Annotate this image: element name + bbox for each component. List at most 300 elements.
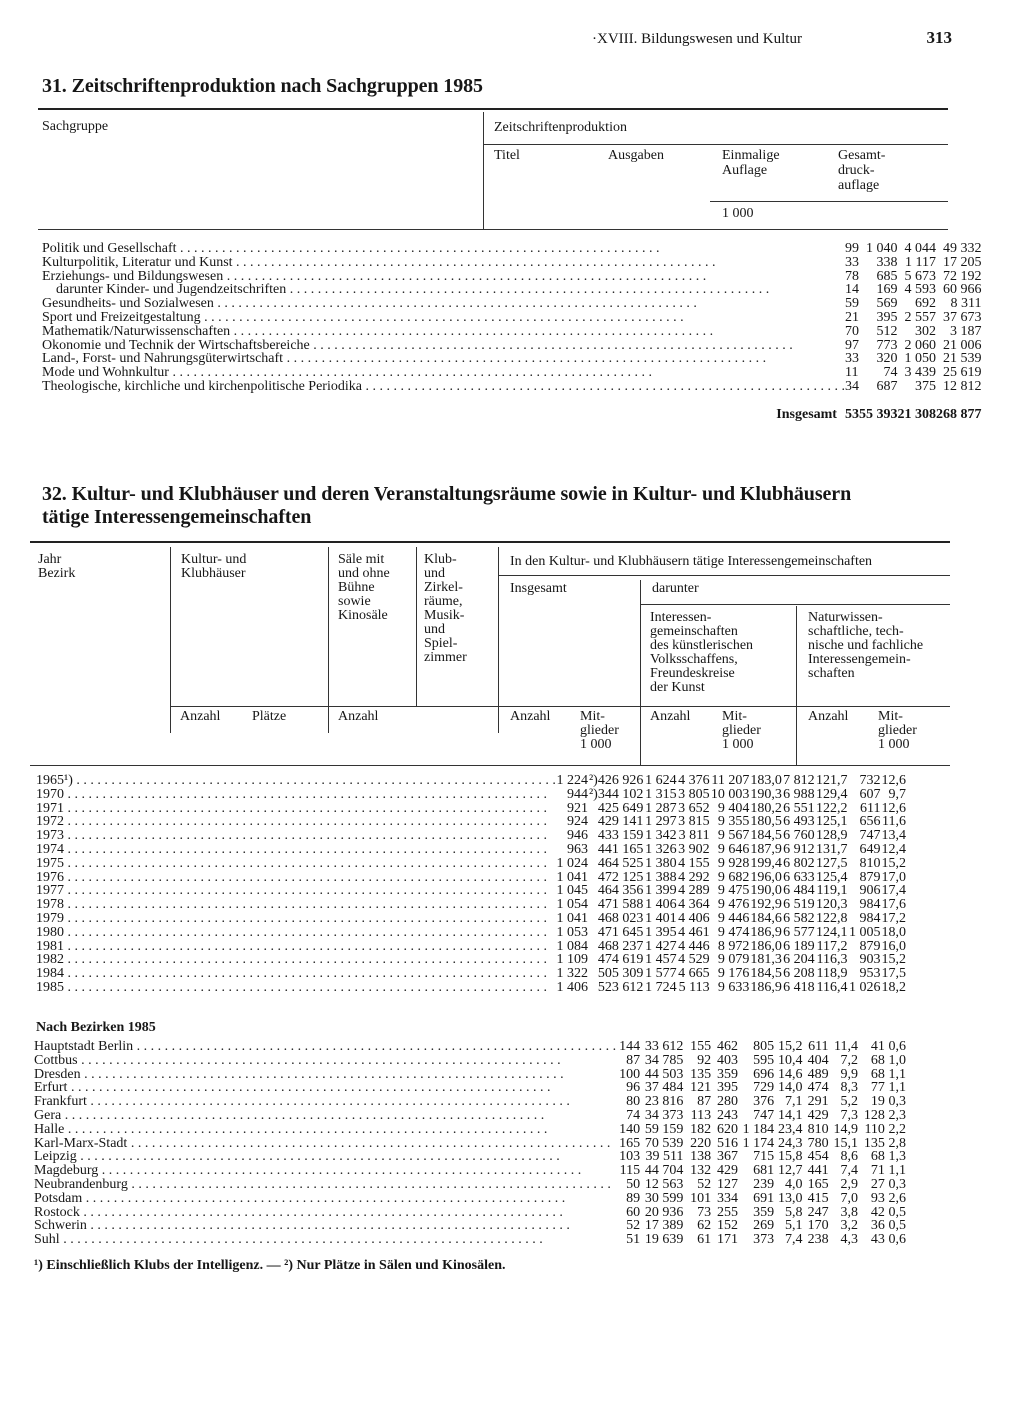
cell-km: 5,2 bbox=[840, 1094, 859, 1110]
cell-km: 121,7 bbox=[816, 773, 848, 788]
row-label-text: Magdeburg bbox=[34, 1164, 99, 1178]
row-label-text: 1980 bbox=[36, 925, 64, 940]
t32-h-mit-n-2: glieder bbox=[878, 723, 917, 738]
table-row bbox=[36, 926, 906, 940]
cell-n: 27 bbox=[870, 1176, 885, 1192]
table-row bbox=[42, 297, 981, 311]
cell-saele: 182 bbox=[690, 1121, 712, 1137]
t32-h-jahr: Jahr bbox=[38, 552, 62, 567]
t32-h-anzahl-saele: Anzahl bbox=[338, 709, 379, 724]
cell-ig: 9 079 bbox=[717, 952, 750, 968]
row-label-text: Cottbus bbox=[34, 1053, 78, 1068]
cell-n: 41 bbox=[870, 1039, 885, 1054]
cell-ig: 9 633 bbox=[717, 979, 750, 995]
row-label-text: 1970 bbox=[36, 787, 64, 802]
leader-dots bbox=[64, 912, 547, 926]
t32-h-natur-1: Naturwissen- bbox=[808, 610, 883, 625]
cell-ausgaben: 685 bbox=[876, 268, 898, 284]
cell-klub: 620 bbox=[716, 1121, 738, 1137]
cell-klub: 4 529 bbox=[678, 952, 710, 968]
cell-gesamt: 8 311 bbox=[950, 296, 982, 312]
cell-igm: 181,3 bbox=[750, 952, 782, 968]
cell-km: 9,9 bbox=[840, 1066, 859, 1082]
row-label bbox=[34, 1206, 616, 1220]
total-titel: 535 bbox=[844, 406, 866, 422]
t32-vline-3 bbox=[416, 547, 417, 707]
t31-unit: 1 000 bbox=[722, 206, 754, 221]
leader-dots bbox=[64, 981, 547, 995]
cell-klub: 243 bbox=[716, 1107, 738, 1123]
cell-ig: 715 bbox=[753, 1149, 775, 1165]
leader-dots bbox=[61, 1109, 544, 1123]
cell-plaetze: 429 141 bbox=[597, 814, 644, 830]
cell-k: 6 577 bbox=[783, 924, 815, 940]
cell-saele: 1 401 bbox=[645, 910, 677, 926]
cell-k: 238 bbox=[807, 1232, 829, 1248]
cell-titel: 21 bbox=[844, 309, 859, 325]
row-label-text: 1977 bbox=[36, 884, 64, 899]
cell-saele: 92 bbox=[697, 1052, 712, 1068]
row-label bbox=[34, 1123, 616, 1137]
cell-km: 122,8 bbox=[816, 910, 848, 926]
cell-ig: 9 475 bbox=[717, 883, 750, 899]
cell-nm: 0,3 bbox=[888, 1176, 906, 1192]
table-row bbox=[42, 366, 981, 380]
table-row bbox=[42, 325, 981, 339]
leader-dots bbox=[87, 1219, 570, 1233]
cell-n: 128 bbox=[863, 1107, 885, 1123]
cell-titel: 99 bbox=[844, 241, 859, 256]
leader-dots bbox=[64, 843, 547, 857]
cell-plaetze: 468 237 bbox=[597, 938, 644, 954]
cell-anzahl: 1 041 bbox=[556, 910, 588, 926]
cell-ig: 805 bbox=[753, 1039, 775, 1054]
row-label-text: Politik und Gesellschaft bbox=[42, 242, 177, 256]
cell-k: 474 bbox=[807, 1080, 829, 1096]
cell-n: 903 bbox=[859, 952, 881, 968]
table-row bbox=[36, 967, 906, 981]
row-label-text: Schwerin bbox=[34, 1219, 87, 1234]
t32-h-klub-3: Zirkel- bbox=[424, 580, 463, 595]
cell-klub: 395 bbox=[716, 1080, 738, 1096]
row-label bbox=[34, 1068, 616, 1082]
t32-h-klub-6: und bbox=[424, 622, 445, 637]
table-row bbox=[36, 912, 906, 926]
cell-klub: 4 292 bbox=[678, 869, 710, 885]
leader-dots bbox=[77, 1150, 560, 1164]
cell-nm: 16,0 bbox=[881, 938, 906, 954]
cell-k: 7 812 bbox=[783, 773, 815, 788]
cell-k: 6 493 bbox=[783, 814, 815, 830]
cell-igm: 180,5 bbox=[750, 814, 782, 830]
t32-h-mit-n-1: Mit- bbox=[878, 709, 903, 724]
cell-nm: 12,4 bbox=[881, 841, 906, 857]
row-label bbox=[42, 242, 845, 256]
cell-km: 2,9 bbox=[840, 1176, 859, 1192]
leader-dots bbox=[64, 926, 547, 940]
table-row bbox=[34, 1068, 906, 1082]
leader-dots bbox=[283, 352, 766, 366]
t32-h-natur-4: Interessengemein- bbox=[808, 652, 911, 667]
cell-klub: 4 406 bbox=[678, 910, 710, 926]
cell-anzahl: 96 bbox=[626, 1080, 641, 1096]
cell-nm: 0,6 bbox=[888, 1232, 906, 1248]
cell-igm: 7,4 bbox=[784, 1232, 803, 1248]
t32-h-anzahl-k: Anzahl bbox=[650, 709, 691, 724]
cell-nm: 17,5 bbox=[881, 966, 906, 982]
cell-k: 291 bbox=[807, 1094, 829, 1110]
cell-n: 649 bbox=[859, 841, 881, 857]
cell-plaetze: 34 373 bbox=[644, 1107, 684, 1123]
cell-saele: 132 bbox=[690, 1163, 712, 1179]
cell-plaetze: 70 539 bbox=[644, 1135, 684, 1151]
cell-k: 170 bbox=[807, 1218, 829, 1234]
cell-km: 3,2 bbox=[840, 1218, 859, 1234]
cell-nm: 18,2 bbox=[881, 979, 906, 995]
t32-h-klub-5: Musik- bbox=[424, 608, 465, 623]
leader-dots bbox=[201, 311, 684, 325]
cell-k: 6 418 bbox=[783, 979, 815, 995]
cell-plaetze: 471 645 bbox=[597, 924, 644, 940]
cell-n: 77 bbox=[870, 1080, 885, 1096]
row-label-text: 1981 bbox=[36, 939, 64, 954]
cell-igm: 5,8 bbox=[784, 1204, 803, 1220]
table-row bbox=[36, 788, 906, 802]
leader-dots bbox=[64, 802, 547, 816]
table-row bbox=[34, 1206, 906, 1220]
cell-nm: 15,2 bbox=[881, 952, 906, 968]
table32-years bbox=[36, 774, 906, 995]
table31-title: 31. Zeitschriftenproduktion nach Sachgruppen 1985 bbox=[42, 75, 483, 97]
row-label-text: Dresden bbox=[34, 1067, 81, 1082]
t32-ig-rule bbox=[498, 575, 950, 576]
cell-nm: 1,1 bbox=[888, 1066, 906, 1082]
cell-km: 129,4 bbox=[816, 786, 848, 802]
cell-km: 116,3 bbox=[816, 952, 848, 968]
leader-dots bbox=[64, 898, 547, 912]
t32-h-kuenstl-4: Volksschaffens, bbox=[650, 652, 738, 667]
row-label bbox=[34, 1137, 616, 1151]
cell-klub: 403 bbox=[716, 1052, 738, 1068]
cell-igm: 192,9 bbox=[750, 897, 782, 913]
table-row bbox=[36, 802, 906, 816]
cell-igm: 12,7 bbox=[777, 1163, 803, 1179]
cell-k: 6 802 bbox=[783, 855, 815, 871]
page-number: 313 bbox=[926, 28, 952, 47]
cell-k: 247 bbox=[807, 1204, 829, 1220]
cell-igm: 24,3 bbox=[777, 1135, 803, 1151]
cell-k: 6 912 bbox=[783, 841, 815, 857]
cell-nm: 1,3 bbox=[888, 1149, 906, 1165]
t32-h-natur-2: schaftliche, tech- bbox=[808, 624, 904, 639]
cell-plaetze: 523 612 bbox=[597, 979, 644, 995]
row-label bbox=[42, 311, 845, 325]
cell-klub: 3 811 bbox=[678, 828, 710, 844]
cell-n: 879 bbox=[859, 938, 881, 954]
table32-top-rule bbox=[30, 541, 950, 543]
row-label bbox=[34, 1178, 616, 1192]
table-row bbox=[42, 242, 981, 256]
cell-ausgaben: 569 bbox=[876, 296, 898, 312]
leader-dots bbox=[64, 953, 547, 967]
cell-klub: 3 652 bbox=[678, 800, 710, 816]
cell-n: 68 bbox=[870, 1052, 885, 1068]
cell-plaetze: 44 704 bbox=[644, 1163, 684, 1179]
row-label bbox=[42, 283, 845, 297]
cell-igm: 15,2 bbox=[777, 1039, 803, 1054]
cell-anzahl: 89 bbox=[626, 1190, 641, 1206]
t32-h-mit-n-3: 1 000 bbox=[878, 737, 910, 752]
t31-vline bbox=[483, 112, 484, 230]
page-header bbox=[592, 28, 952, 48]
cell-k: 6 988 bbox=[783, 786, 815, 802]
cell-nm: 13,4 bbox=[881, 828, 906, 844]
cell-plaetze: ²)344 102 bbox=[588, 786, 644, 802]
row-label-text: 1975 bbox=[36, 856, 64, 871]
cell-k: 404 bbox=[807, 1052, 829, 1068]
table31-top-rule bbox=[38, 108, 948, 110]
t32-h-kuenstl-5: Freundeskreise bbox=[650, 666, 735, 681]
row-label-text: Suhl bbox=[34, 1233, 60, 1247]
cell-ig: 691 bbox=[753, 1190, 775, 1206]
cell-ig: 9 446 bbox=[717, 910, 750, 926]
cell-klub: 4 461 bbox=[678, 924, 710, 940]
cell-klub: 4 155 bbox=[678, 855, 710, 871]
leader-dots bbox=[80, 1206, 563, 1220]
row-label bbox=[34, 1219, 616, 1233]
t32-h-klub-1: Klub- bbox=[424, 552, 457, 567]
cell-klub: 429 bbox=[716, 1163, 738, 1179]
leader-dots bbox=[214, 297, 697, 311]
t31-col-gesamt-1: Gesamt- bbox=[838, 148, 886, 163]
leader-dots bbox=[286, 283, 769, 297]
cell-ig: 9 682 bbox=[717, 869, 750, 885]
leader-dots bbox=[98, 1164, 581, 1178]
cell-anzahl: 50 bbox=[626, 1176, 641, 1192]
leader-dots bbox=[64, 884, 547, 898]
cell-n: 68 bbox=[870, 1149, 885, 1165]
table-row bbox=[34, 1164, 906, 1178]
cell-igm: 199,4 bbox=[750, 855, 782, 871]
row-label bbox=[36, 802, 556, 816]
cell-ausgaben: 687 bbox=[876, 378, 898, 394]
table-row bbox=[36, 981, 906, 995]
row-label-text: Frankfurt bbox=[34, 1095, 87, 1109]
row-label bbox=[36, 829, 556, 843]
cell-saele: 1 724 bbox=[645, 979, 677, 995]
cell-anzahl: 963 bbox=[566, 841, 588, 857]
t32-h-kuenstl-6: der Kunst bbox=[650, 680, 705, 695]
cell-saele: 135 bbox=[690, 1066, 712, 1082]
cell-plaetze: ²)426 926 bbox=[588, 773, 644, 788]
total-ausgaben: 5 393 bbox=[865, 406, 898, 422]
table-row bbox=[42, 256, 981, 270]
cell-k: 780 bbox=[807, 1135, 829, 1151]
row-label bbox=[42, 256, 845, 270]
table-row bbox=[34, 1081, 906, 1095]
cell-n: 110 bbox=[864, 1121, 885, 1137]
row-label bbox=[36, 788, 556, 802]
cell-nm: 17,6 bbox=[881, 897, 906, 913]
cell-klub: 5 113 bbox=[678, 979, 710, 995]
cell-ausgaben: 74 bbox=[883, 365, 898, 381]
t32-h-insgesamt: Insgesamt bbox=[510, 581, 567, 596]
cell-klub: 3 815 bbox=[678, 814, 710, 830]
cell-klub: 3 805 bbox=[678, 786, 710, 802]
cell-plaetze: 19 639 bbox=[644, 1232, 684, 1248]
leader-dots bbox=[64, 857, 547, 871]
cell-ig: 9 474 bbox=[717, 924, 750, 940]
total-auflage: 21 308 bbox=[897, 406, 936, 422]
cell-nm: 0,5 bbox=[888, 1204, 906, 1220]
cell-nm: 2,2 bbox=[888, 1121, 906, 1137]
t32-h-klub-2: und bbox=[424, 566, 445, 581]
cell-anzahl: 1 109 bbox=[556, 952, 588, 968]
cell-ig: 373 bbox=[753, 1232, 775, 1248]
cell-km: 116,4 bbox=[816, 979, 848, 995]
table-row bbox=[42, 380, 981, 394]
cell-plaetze: 464 525 bbox=[597, 855, 644, 871]
cell-km: 7,2 bbox=[840, 1052, 859, 1068]
cell-saele: 73 bbox=[697, 1204, 712, 1220]
t32-h-mit-k-3: 1 000 bbox=[722, 737, 754, 752]
cell-plaetze: 33 612 bbox=[644, 1039, 684, 1054]
cell-titel: 14 bbox=[844, 282, 859, 298]
cell-auflage: 1 050 bbox=[904, 351, 936, 367]
cell-igm: 15,8 bbox=[777, 1149, 803, 1165]
t32-h-saele-2: und ohne bbox=[338, 566, 390, 581]
row-label-text: darunter Kinder- und Jugendzeitschriften bbox=[56, 283, 287, 298]
cell-igm: 13,0 bbox=[777, 1190, 803, 1206]
cell-igm: 23,4 bbox=[777, 1121, 803, 1137]
cell-plaetze: 23 816 bbox=[644, 1094, 684, 1110]
cell-anzahl: 1 045 bbox=[556, 883, 588, 899]
cell-k: 6 633 bbox=[783, 869, 815, 885]
cell-km: 14,9 bbox=[833, 1121, 859, 1137]
cell-n: 135 bbox=[863, 1135, 885, 1151]
cell-anzahl: 52 bbox=[626, 1218, 641, 1234]
cell-km: 125,1 bbox=[816, 814, 848, 830]
cell-saele: 101 bbox=[690, 1190, 712, 1206]
leader-dots bbox=[67, 1081, 550, 1095]
cell-n: 810 bbox=[859, 855, 881, 871]
table-row bbox=[34, 1054, 906, 1068]
cell-auflage: 4 044 bbox=[904, 241, 936, 256]
table-row bbox=[34, 1040, 906, 1054]
cell-anzahl: 115 bbox=[619, 1163, 641, 1179]
cell-anzahl: 1 084 bbox=[556, 938, 588, 954]
cell-saele: 52 bbox=[697, 1176, 712, 1192]
row-label bbox=[34, 1109, 616, 1123]
cell-k: 454 bbox=[807, 1149, 829, 1165]
cell-auflage: 1 117 bbox=[904, 254, 936, 270]
cell-igm: 4,0 bbox=[784, 1176, 803, 1192]
row-label-text: Leipzig bbox=[34, 1150, 77, 1165]
cell-klub: 367 bbox=[716, 1149, 738, 1165]
t31-unit-rule bbox=[710, 201, 948, 202]
cell-nm: 0,6 bbox=[888, 1039, 906, 1054]
cell-n: 747 bbox=[859, 828, 881, 844]
row-label bbox=[36, 981, 556, 995]
table-row bbox=[34, 1219, 906, 1233]
row-label-text: Rostock bbox=[34, 1205, 80, 1220]
t32-darunter-rule bbox=[640, 604, 950, 605]
cell-nm: 9,7 bbox=[888, 786, 906, 802]
row-label-text: 1976 bbox=[36, 870, 64, 885]
cell-km: 3,8 bbox=[840, 1204, 859, 1220]
cell-nm: 2,6 bbox=[888, 1190, 906, 1206]
cell-nm: 17,2 bbox=[881, 910, 906, 926]
cell-anzahl: 80 bbox=[626, 1094, 641, 1110]
cell-ig: 9 646 bbox=[717, 841, 750, 857]
row-label bbox=[36, 857, 556, 871]
cell-igm: 186,0 bbox=[750, 938, 782, 954]
cell-ausgaben: 773 bbox=[876, 337, 898, 353]
total-gesamt: 268 877 bbox=[935, 406, 982, 422]
t32-h-kuenstl-2: gemeinschaften bbox=[650, 624, 738, 639]
cell-klub: 4 665 bbox=[678, 966, 710, 982]
cell-ig: 11 207 bbox=[711, 773, 750, 788]
cell-anzahl: 140 bbox=[619, 1121, 641, 1137]
t31-col-titel: Titel bbox=[494, 148, 520, 163]
row-label bbox=[42, 297, 845, 311]
cell-auflage: 2 557 bbox=[904, 309, 936, 325]
t32-header-bottom-rule bbox=[30, 765, 950, 766]
table-row bbox=[36, 898, 906, 912]
cell-gesamt: 49 332 bbox=[942, 241, 982, 256]
cell-nm: 2,3 bbox=[888, 1107, 906, 1123]
cell-km: 128,9 bbox=[816, 828, 848, 844]
t32-h-anzahl-kultur: Anzahl bbox=[180, 709, 221, 724]
cell-titel: 59 bbox=[844, 296, 859, 312]
row-label-text: Halle bbox=[34, 1122, 65, 1137]
cell-km: 8,6 bbox=[840, 1149, 859, 1165]
table-row bbox=[36, 884, 906, 898]
row-label bbox=[34, 1095, 616, 1109]
table-row bbox=[42, 270, 981, 284]
leader-dots bbox=[87, 1095, 570, 1109]
row-label bbox=[36, 871, 556, 885]
leader-dots bbox=[128, 1178, 611, 1192]
cell-n: 93 bbox=[870, 1190, 885, 1206]
cell-n: 656 bbox=[859, 814, 881, 830]
leader-dots bbox=[73, 774, 556, 788]
cell-igm: 186,9 bbox=[750, 924, 782, 940]
cell-klub: 3 902 bbox=[678, 841, 710, 857]
cell-k: 6 189 bbox=[783, 938, 815, 954]
cell-n: 906 bbox=[859, 883, 881, 899]
cell-saele: 1 342 bbox=[645, 828, 677, 844]
cell-klub: 280 bbox=[716, 1094, 738, 1110]
row-label-text: Karl-Marx-Stadt bbox=[34, 1136, 128, 1151]
t32-h-natur-5: schaften bbox=[808, 666, 855, 681]
cell-k: 810 bbox=[807, 1121, 829, 1137]
row-label bbox=[36, 843, 556, 857]
t32-h-mit-k-1: Mit- bbox=[722, 709, 747, 724]
cell-anzahl: 103 bbox=[619, 1149, 641, 1165]
cell-plaetze: 44 503 bbox=[644, 1066, 684, 1082]
row-label bbox=[36, 815, 556, 829]
leader-dots bbox=[230, 325, 713, 339]
cell-ig: 9 355 bbox=[717, 814, 750, 830]
row-label-text: 1971 bbox=[36, 801, 64, 816]
cell-ig: 8 972 bbox=[717, 938, 750, 954]
t31-col-auflage: Auflage bbox=[722, 163, 768, 178]
row-label-text: Kulturpolitik, Literatur und Kunst bbox=[42, 255, 233, 270]
row-label-text: Erfurt bbox=[34, 1081, 68, 1096]
table-row bbox=[36, 829, 906, 843]
table32-bezirke bbox=[34, 1040, 906, 1247]
